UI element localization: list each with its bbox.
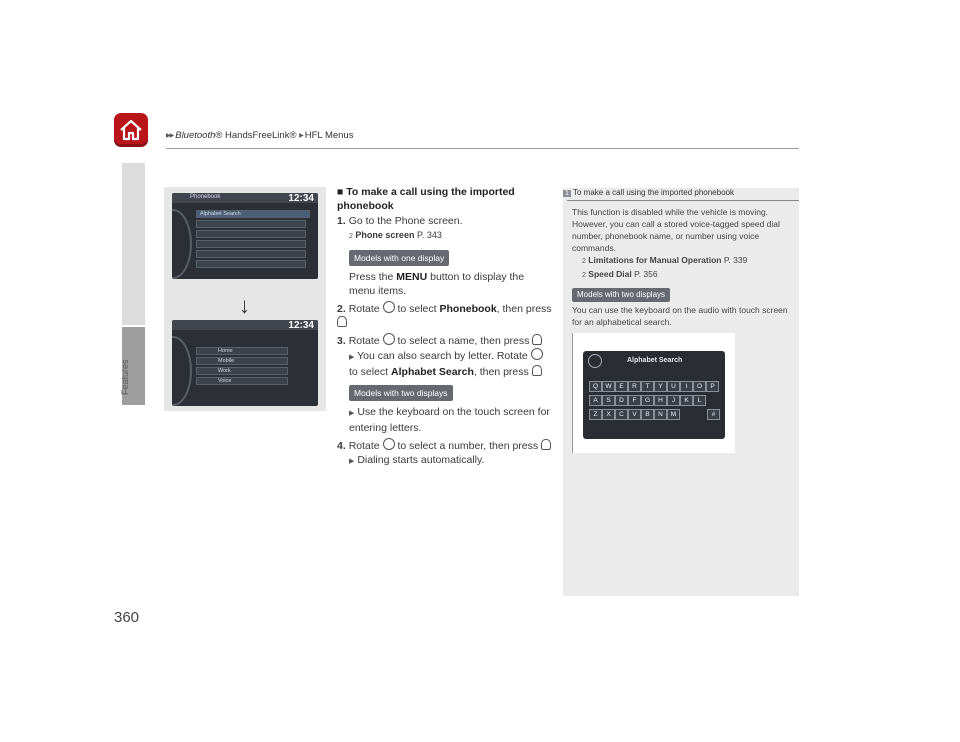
keyboard-key: E [615, 381, 628, 392]
keyboard-key: D [615, 395, 628, 406]
keyboard-key: F [628, 395, 641, 406]
xref-limitations[interactable]: 2 Limitations for Manual Operation P. 339 [582, 255, 748, 265]
keyboard-key: C [615, 409, 628, 420]
side-tab-upper [122, 163, 145, 325]
keyboard-key: N [654, 409, 667, 420]
push-dial-icon [532, 334, 542, 345]
keyboard-key: U [667, 381, 680, 392]
breadcrumb-arrow-icon: ▶▶ [166, 133, 174, 139]
keyboard-key: P [706, 381, 719, 392]
alphabet-search-item: Alphabet Search [200, 211, 241, 217]
screen-title: Alphabet Search [627, 357, 683, 364]
home-button[interactable] [114, 113, 148, 147]
push-dial-icon [532, 365, 542, 376]
screen-title: Phonebook [190, 194, 221, 200]
keyboard-key: V [628, 409, 641, 420]
keyboard-key: S [602, 395, 615, 406]
keyboard-key: O [693, 381, 706, 392]
models-one-display-badge: Models with one display [349, 250, 449, 266]
breadcrumb: ▶▶ Bluetooth® HandsFreeLink® ▶ HFL Menus [166, 130, 354, 141]
page-number: 360 [114, 609, 140, 626]
keyboard-key: X [602, 409, 615, 420]
arrow-down-icon: ↓ [239, 293, 250, 318]
models-two-displays-badge: Models with two displays [349, 385, 453, 401]
back-icon [588, 354, 602, 368]
side-label: Features [120, 359, 130, 395]
header-divider [166, 148, 799, 149]
breadcrumb-bluetooth[interactable]: Bluetooth [175, 130, 216, 141]
keyboard-key: K [680, 395, 693, 406]
interface-dial-icon [383, 301, 395, 313]
procedure-steps: ■ To make a call using the imported phonebook 1. Go to the Phone screen. 2 Phone screen P. 343 Models with one display Press the MENU button to display the menu items. 2. Rotate to select Phonebook, then press 3. Rotate to select a name, then press ▶ You can also search by letter. Rotate to select Alphabet Search, then press Models with two displays ▶ Use the keyboard on the touch screen for entering letters. 4. Rotate to select a number, then press ▶ Dialing starts automatically. [337, 186, 552, 466]
note-divider [567, 200, 799, 201]
keyboard-key: R [628, 381, 641, 392]
keyboard-key: W [602, 381, 615, 392]
keyboard-key: J [667, 395, 680, 406]
keyboard-key: A [589, 395, 602, 406]
push-dial-icon [337, 316, 347, 327]
keyboard-illustration [572, 333, 735, 453]
keyboard-key: I [680, 381, 693, 392]
screen-clock: 12:34 [288, 193, 314, 204]
screen-clock: 12:34 [288, 320, 314, 331]
breadcrumb-arrow-icon: ▶ [299, 133, 303, 139]
note-body: This function is disabled while the vehicle is moving. However, you can call a stored voice-tagged speed dial number, phonebook name, or number using voice commands. 2 Limitations for Manual Operation P. 339 2 Speed Dial P. 356 Models with two displays You can use the keyboard on the audio with touch screen for an alphabetical search. [572, 206, 792, 328]
dial-knob-graphic [172, 209, 192, 279]
keyboard-key: Z [589, 409, 602, 420]
home-icon [114, 113, 148, 147]
keyboard-key: H [654, 395, 667, 406]
number-row: Mobile [218, 358, 235, 364]
dial-knob-graphic [172, 336, 192, 406]
section-heading: ■ To make a call using the imported phonebook [337, 186, 515, 212]
note-heading: 1 To make a call using the imported phonebook [565, 188, 734, 197]
number-row: Home [218, 348, 233, 354]
alphabet-search-screen [583, 351, 725, 439]
interface-dial-icon [383, 438, 395, 450]
hash-key: # [707, 409, 720, 420]
keyboard-key: L [693, 395, 706, 406]
interface-dial-icon [383, 333, 395, 345]
xref-speed-dial[interactable]: 2 Speed Dial P. 356 [582, 269, 658, 279]
keyboard-key: G [641, 395, 654, 406]
models-two-displays-badge: Models with two displays [572, 288, 670, 302]
keyboard-key: Q [589, 381, 602, 392]
contact-screen [172, 320, 318, 406]
keyboard-key: T [641, 381, 654, 392]
number-row: Work [218, 368, 231, 374]
interface-dial-icon [531, 348, 543, 360]
keyboard-key: Y [654, 381, 667, 392]
keyboard-key: M [667, 409, 680, 420]
breadcrumb-hfl-menus[interactable]: HFL Menus [304, 130, 354, 141]
number-row: Voice [218, 378, 232, 384]
phonebook-screen [172, 193, 318, 279]
breadcrumb-handsfreelink[interactable]: HandsFreeLink® [222, 130, 297, 141]
xref-phone-screen[interactable]: 2 Phone screen P. 343 [349, 230, 442, 240]
keyboard-key: B [641, 409, 654, 420]
push-dial-icon [541, 439, 551, 450]
